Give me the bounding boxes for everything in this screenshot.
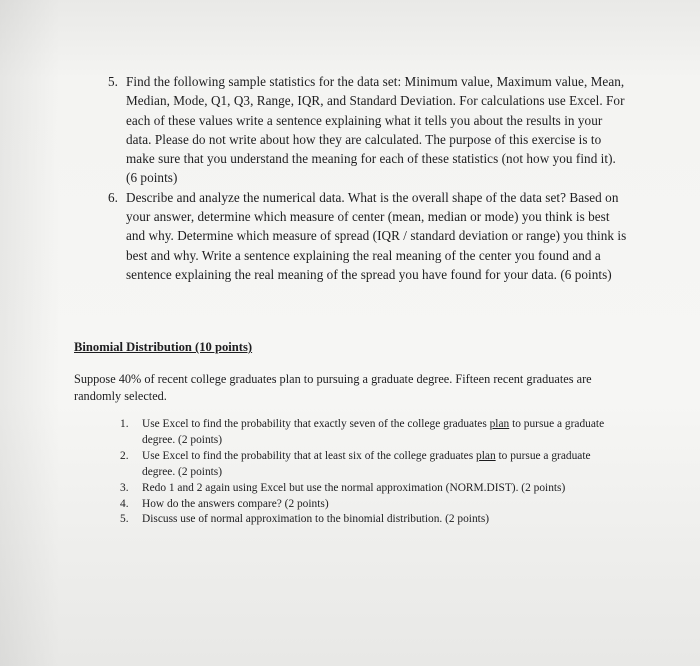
task-text-before: Use Excel to find the probability that at least six of the college graduates xyxy=(142,449,477,462)
task-item xyxy=(120,417,620,449)
task-item xyxy=(120,497,620,513)
binomial-section xyxy=(74,339,634,528)
task-underlined-word: plan xyxy=(476,449,496,462)
task-item xyxy=(120,481,620,497)
task-item xyxy=(120,449,620,481)
questions-list xyxy=(108,72,628,284)
task-number: 5. xyxy=(120,513,129,526)
section-intro: Suppose 40% of recent college graduates plan to pursuing a graduate degree. Fifteen recent graduates are randomly selected. xyxy=(74,372,592,403)
question-item xyxy=(108,72,628,188)
section-heading: Binomial Distribution (10 points) xyxy=(74,340,253,354)
binomial-tasks-list xyxy=(120,417,620,528)
task-text: Discuss use of normal approximation to the binomial distribution. (2 points) xyxy=(142,513,490,526)
task-text-after: to pursue a graduate degree. (2 points) xyxy=(142,449,591,478)
question-number: 5. xyxy=(108,74,118,89)
question-number: 6. xyxy=(108,189,118,205)
question-text: Describe and analyze the numerical data. What is the overall shape of the data set? Based on your answer, determine which measure of center (mean, median or mode) you think is best and why. Determine which measure of spread (IQR / standard deviation or range) you think is best and why. Write a sentence explaining the real meaning of the center you found and a sentence explaining the real meaning of the spread you have found for your data. (6 points) xyxy=(126,189,627,282)
task-number: 3. xyxy=(120,481,129,494)
task-text-after: to pursue a graduate degree. (2 points) xyxy=(142,418,605,446)
task-number: 2. xyxy=(120,449,129,462)
task-text: Redo 1 and 2 again using Excel but use the normal approximation (NORM.DIST). (2 points) xyxy=(142,481,566,494)
task-number: 1. xyxy=(120,418,129,430)
page-shadow xyxy=(0,0,60,666)
question-text: Find the following sample statistics for the data set: Minimum value, Maximum value, Mean, Median, Mode, Q1, Q3, Range, IQR, and Standard Deviation. For calculations use Excel. For each of these values write a sentence explaining what it tells you about the results in your data. Please do not write about how they are calculated. The purpose of this exercise is to make sure that you understand the meaning for each of these statistics (not how you find it). (6 points) xyxy=(126,74,625,186)
question-item xyxy=(108,188,628,284)
task-number: 4. xyxy=(120,497,129,510)
task-item xyxy=(120,512,620,528)
task-underlined-word: plan xyxy=(489,418,510,430)
task-text-before: Use Excel to find the probability that exactly seven of the college graduates xyxy=(142,418,490,430)
task-text: How do the answers compare? (2 points) xyxy=(142,497,329,510)
